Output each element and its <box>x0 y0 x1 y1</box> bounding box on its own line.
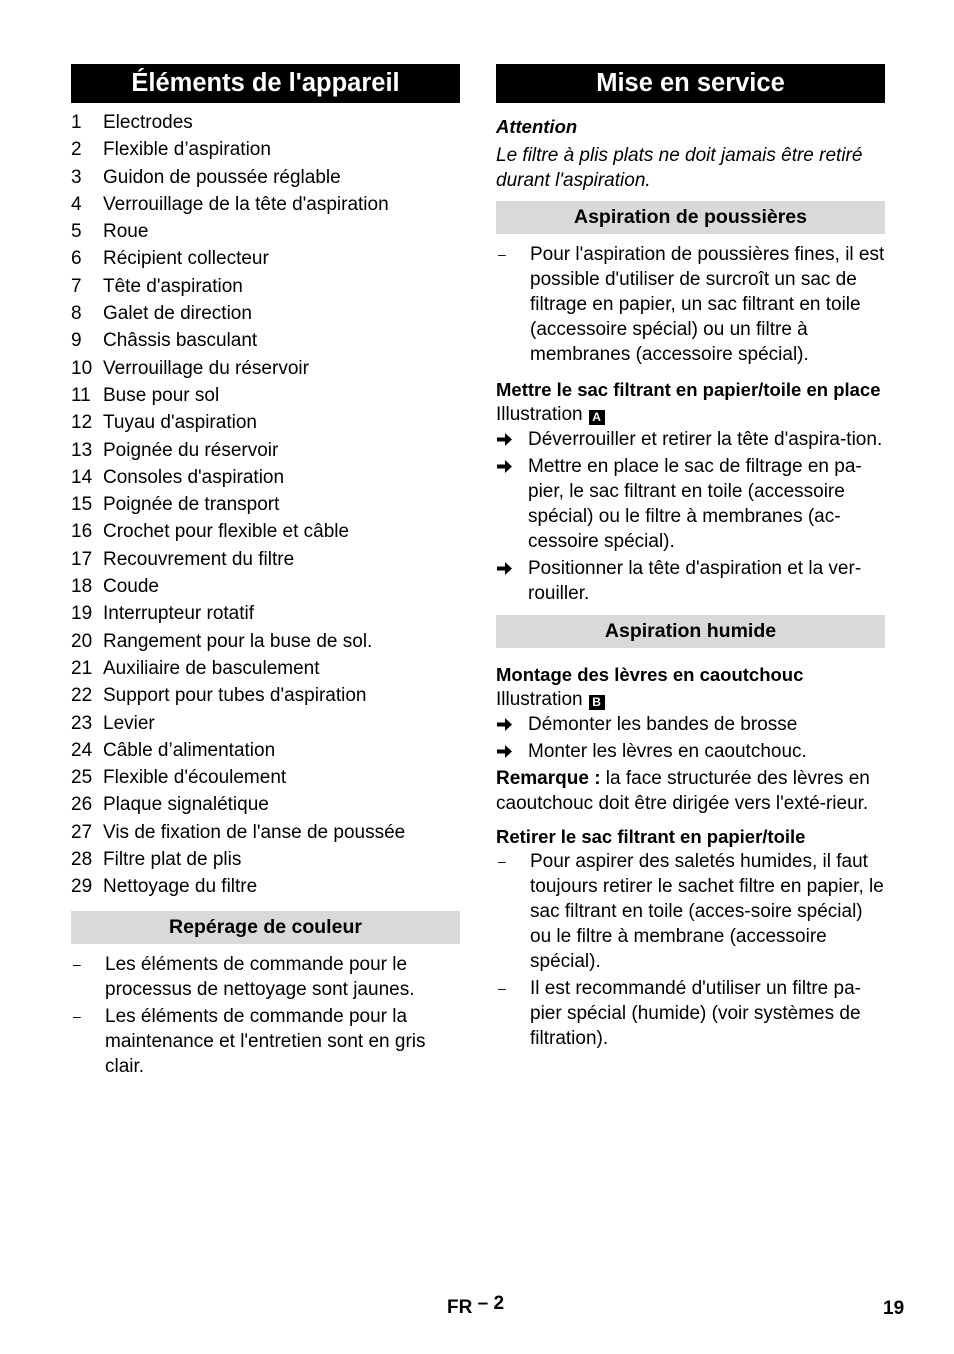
list-item: 20 Rangement pour la buse de sol. <box>71 630 373 652</box>
subheading-bag: Mettre le sac filtrant en papier/toile en place <box>496 379 881 400</box>
list-item: 28 Filtre plat de plis <box>71 849 242 871</box>
list-item: 9 Châssis basculant <box>71 330 258 352</box>
list-item: 17 Recouvrement du filtre <box>71 548 295 570</box>
step-item: Mettre en place le sac de filtrage en pa-pier, le sac filtrant en toile (accessoire spécial) ou le filtre à membranes (ac-cessoire spécial). <box>496 454 885 554</box>
list-item: 3 Guidon de poussée réglable <box>71 166 341 188</box>
dash-marker: – <box>498 853 506 869</box>
list-item: 7 Tête d'aspiration <box>71 275 243 297</box>
list-item: 10 Verrouillage du réservoir <box>71 357 309 379</box>
step-item: Positionner la tête d'aspiration et la ver-rouiller. <box>496 556 885 606</box>
arrow-right-icon <box>496 556 528 606</box>
section-heading-dust: Aspiration de poussières <box>496 201 885 234</box>
list-item: 1 Electrodes <box>71 112 193 133</box>
section-title-service: Mise en service <box>496 64 885 103</box>
bullet-item: – Il est recommandé d'utiliser un filtre pa-pier spécial (humide) (voir systèmes de filtration). <box>498 978 861 1049</box>
section-heading-wet: Aspiration humide <box>496 615 885 648</box>
illustration-ref-b: Illustration B <box>496 687 885 712</box>
list-item: 11 Buse pour sol <box>71 384 220 406</box>
list-item: 26 Plaque signalétique <box>71 794 269 816</box>
illustration-b-icon: B <box>589 695 605 710</box>
bullet-item: – Les éléments de commande pour le processus de nettoyage sont jaunes. <box>73 953 415 1000</box>
section-heading-color: Repérage de couleur <box>71 911 460 944</box>
subheading-lips: Montage des lèvres en caoutchouc <box>496 664 804 685</box>
list-item: 8 Galet de direction <box>71 303 252 325</box>
list-item: 6 Récipient collecteur <box>71 248 269 270</box>
list-item: 2 Flexible d’aspiration <box>71 139 271 161</box>
bullet-item: – Pour aspirer des saletés humides, il faut toujours retirer le sachet filtre en papier, le sac filtrant en toile (acces-soire spécial) ou le filtre à membrane (accessoire spécial). <box>498 851 884 972</box>
list-item: 5 Roue <box>71 221 149 243</box>
right-column <box>496 64 885 1051</box>
arrow-right-icon <box>496 427 528 452</box>
list-item: 27 Vis de fixation de l'anse de poussée <box>71 821 406 843</box>
note-text: la face structurée des lèvres en caoutchouc doit être dirigée vers l'exté-rieur. <box>496 768 870 814</box>
list-item: 29 Nettoyage du filtre <box>71 876 258 898</box>
step-item: Monter les lèvres en caoutchouc. <box>496 739 885 764</box>
note-label: Remarque : <box>496 768 601 789</box>
parts-list <box>71 109 460 901</box>
list-item: 16 Crochet pour flexible et câble <box>71 521 350 543</box>
attention-text: Le filtre à plis plats ne doit jamais être retiré durant l'aspiration. <box>496 145 863 191</box>
bullet-item: – Les éléments de commande pour la maintenance et l'entretien sont en gris clair. <box>73 1005 426 1077</box>
list-item: 23 Levier <box>71 712 155 734</box>
illustration-ref-a: Illustration A <box>496 402 885 427</box>
illustration-a-icon: A <box>589 410 605 425</box>
dash-marker: – <box>73 955 81 972</box>
list-item: 21 Auxiliaire de basculement <box>71 657 320 679</box>
page-number: 19 <box>883 1298 905 1319</box>
list-item: 19 Interrupteur rotatif <box>71 603 255 625</box>
list-item: 24 Câble d’alimentation <box>71 739 276 761</box>
arrow-right-icon <box>496 454 528 554</box>
note-paragraph <box>496 766 885 816</box>
section-title-elements: Éléments de l'appareil <box>71 64 460 103</box>
list-item: 14 Consoles d'aspiration <box>71 466 285 488</box>
step-item: Démonter les bandes de brosse <box>496 712 885 737</box>
list-item: 12 Tuyau d'aspiration <box>71 412 257 434</box>
list-item: 13 Poignée du réservoir <box>71 439 279 461</box>
arrow-right-icon <box>496 739 528 764</box>
list-item: 25 Flexible d'écoulement <box>71 767 287 789</box>
list-item: 18 Coude <box>71 576 159 598</box>
list-item: 4 Verrouillage de la tête d'aspiration <box>71 193 389 215</box>
footer-language: FR – 2 <box>447 1293 505 1318</box>
arrow-right-icon <box>496 712 528 737</box>
left-column <box>71 64 460 1079</box>
dash-marker: – <box>73 1007 81 1024</box>
attention-title: Attention <box>496 116 578 137</box>
subheading-remove: Retirer le sac filtrant en papier/toile <box>496 826 806 847</box>
dash-marker: – <box>498 246 506 262</box>
step-item: Déverrouiller et retirer la tête d'aspira-tion. <box>496 427 885 452</box>
dash-marker: – <box>498 980 506 996</box>
list-item: 22 Support pour tubes d'aspiration <box>71 685 367 707</box>
bullet-item: – Pour l'aspiration de poussières fines, il est possible d'utiliser de surcroît un sac de filtrage en papier, un sac filtrant en toile (accessoire spécial) ou un filtre à membranes (accessoire spécial). <box>498 244 885 365</box>
footer-sub-page: – 2 <box>477 1293 505 1314</box>
list-item: 15 Poignée de transport <box>71 494 280 516</box>
